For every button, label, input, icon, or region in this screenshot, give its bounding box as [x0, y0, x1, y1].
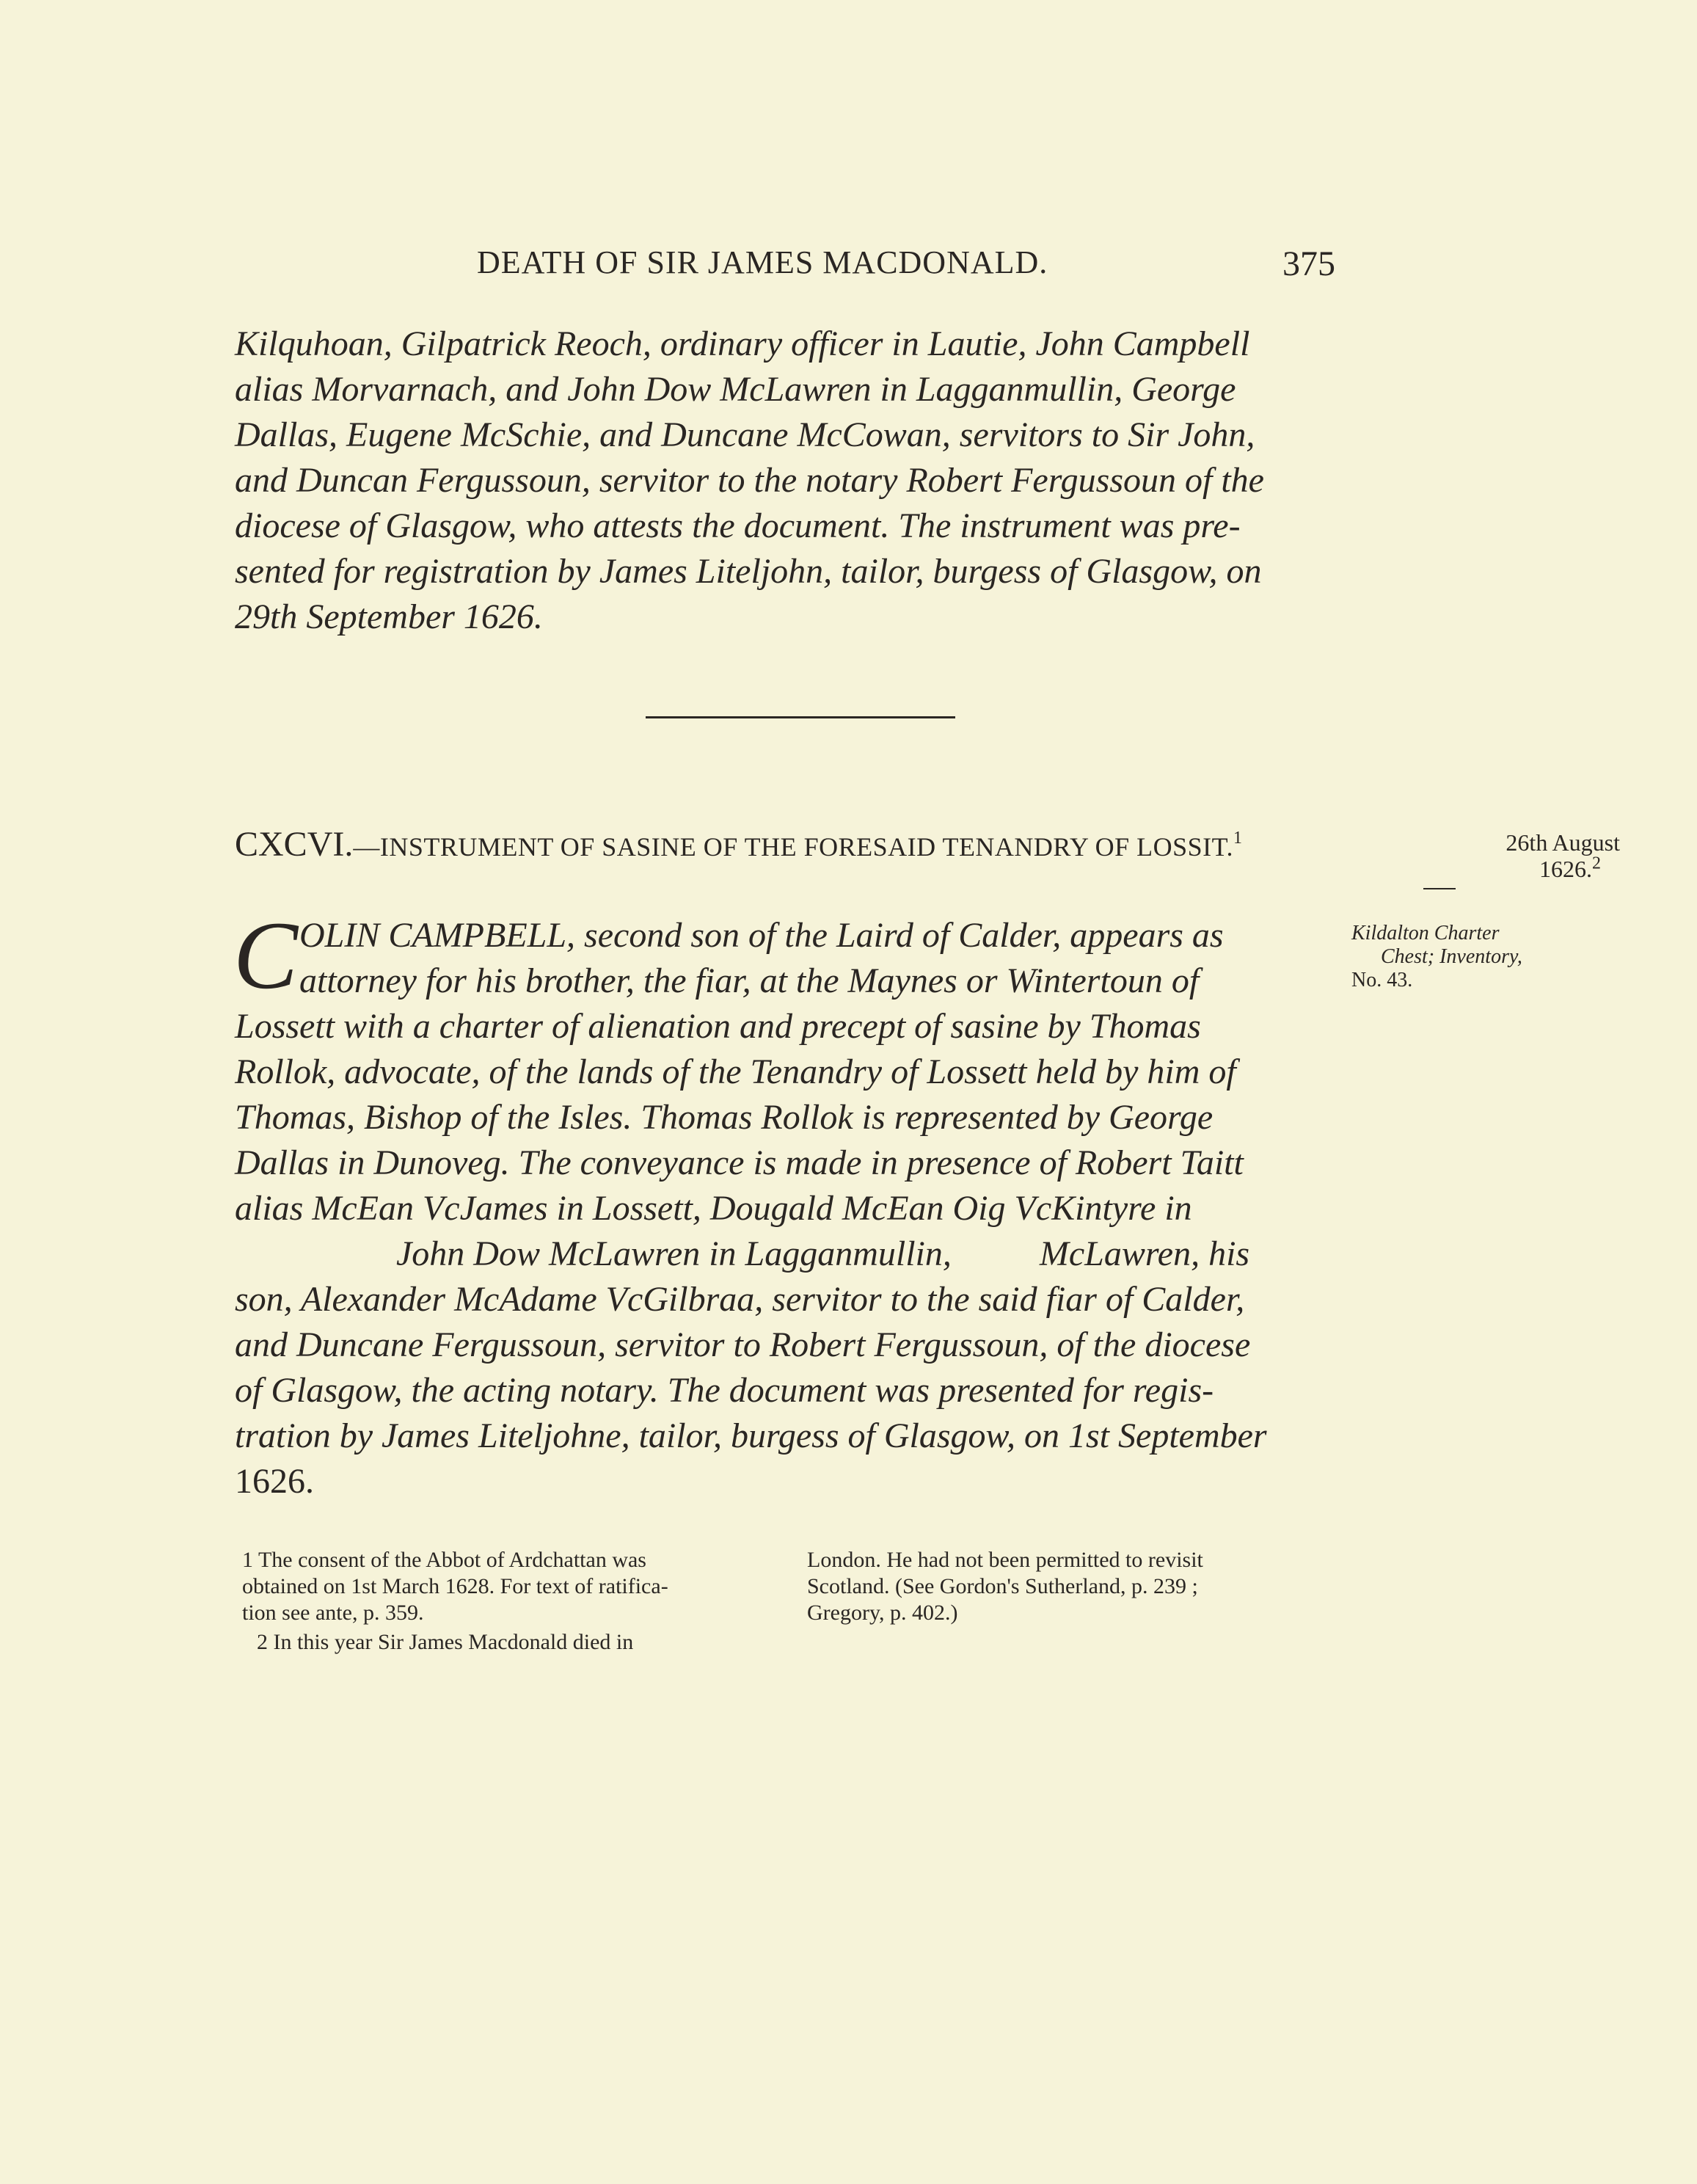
margin-ref-line: Chest; Inventory,	[1381, 945, 1522, 968]
text-line: attorney for his brother, the fiar, at the Maynes or Wintertoun of	[299, 961, 1200, 1000]
page-number: 375	[1282, 244, 1335, 283]
footnote-line: obtained on 1st March 1628. For text of ratifica-	[242, 1574, 668, 1598]
margin-date-line: 26th August	[1506, 829, 1620, 856]
margin-divider	[1423, 888, 1456, 889]
section-title: —INSTRUMENT OF SASINE OF THE FORESAID TENANDRY OF LOSSIT.	[353, 832, 1233, 862]
text-line: alias Morvarnach, and John Dow McLawren in Lagganmullin, George	[235, 370, 1236, 409]
text-line: 29th September 1626.	[235, 597, 543, 636]
footnote-ref: 2	[1592, 853, 1601, 873]
text-line: Lossett with a charter of alienation and precept of sasine by Thomas	[235, 1007, 1201, 1046]
section-divider	[646, 716, 955, 718]
text-line: sented for registration by James Liteljohn, tailor, burgess of Glasgow, on	[235, 552, 1262, 591]
text-line: Thomas, Bishop of the Isles. Thomas Rollok is represented by George	[235, 1098, 1214, 1137]
margin-date	[1393, 829, 1620, 882]
text-line: Dallas, Eugene McSchie, and Duncane McCowan, servitors to Sir John,	[235, 415, 1255, 454]
text-line: Dallas in Dunoveg. The conveyance is made in presence of Robert Taitt	[235, 1143, 1244, 1182]
text-line: son, Alexander McAdame VcGilbraa, servitor to the said fiar of Calder,	[235, 1280, 1245, 1319]
running-head	[235, 244, 1335, 295]
margin-ref-line: Kildalton Charter	[1351, 922, 1500, 944]
text-line: of Glasgow, the acting notary. The document was presented for regis-	[235, 1371, 1214, 1410]
footnote-line: Scotland. (See Gordon's Sutherland, p. 239 ;	[807, 1574, 1198, 1598]
text-line: OLIN CAMPBELL, second son of the Laird of Calder, appears as	[299, 916, 1224, 955]
footnote-line: 2 In this year Sir James Macdonald died in	[257, 1630, 634, 1654]
footnote-ref: 1	[1233, 829, 1242, 848]
text-line: and Duncane Fergussoun, servitor to Robert Fergussoun, of the diocese	[235, 1325, 1251, 1364]
footnote-line: 1 The consent of the Abbot of Ardchattan was	[242, 1548, 646, 1572]
section-number: CXCVI.	[235, 825, 354, 864]
margin-source-reference	[1351, 922, 1522, 992]
margin-date-line	[1393, 853, 1620, 882]
section-heading	[235, 822, 1242, 870]
text-line: Rollok, advocate, of the lands of the Tenandry of Lossett held by him of	[235, 1052, 1236, 1091]
text-line: Kilquhoan, Gilpatrick Reoch, ordinary officer in Lautie, John Campbell	[235, 324, 1250, 363]
margin-ref-line: No. 43.	[1351, 969, 1413, 991]
text-line: John Dow McLawren in Lagganmullin, McLawren, his	[396, 1234, 1250, 1273]
footnote-line: Gregory, p. 402.)	[807, 1601, 958, 1625]
drop-cap: C	[233, 901, 299, 1009]
margin-year: 1626.	[1539, 856, 1592, 882]
text-line: and Duncan Fergussoun, servitor to the notary Robert Fergussoun of the	[235, 461, 1264, 500]
text-line: diocese of Glasgow, who attests the document. The instrument was pre-	[235, 506, 1241, 545]
text-line: 1626.	[235, 1462, 314, 1501]
footnote-line: London. He had not been permitted to revisit	[807, 1548, 1203, 1572]
running-title: DEATH OF SIR JAMES MACDONALD.	[477, 244, 1048, 280]
text-line: alias McEan VcJames in Lossett, Dougald McEan Oig VcKintyre in	[235, 1189, 1192, 1228]
footnote-line: tion see ante, p. 359.	[242, 1601, 424, 1625]
text-line: tration by James Liteljohne, tailor, burgess of Glasgow, on 1st September	[235, 1416, 1267, 1455]
